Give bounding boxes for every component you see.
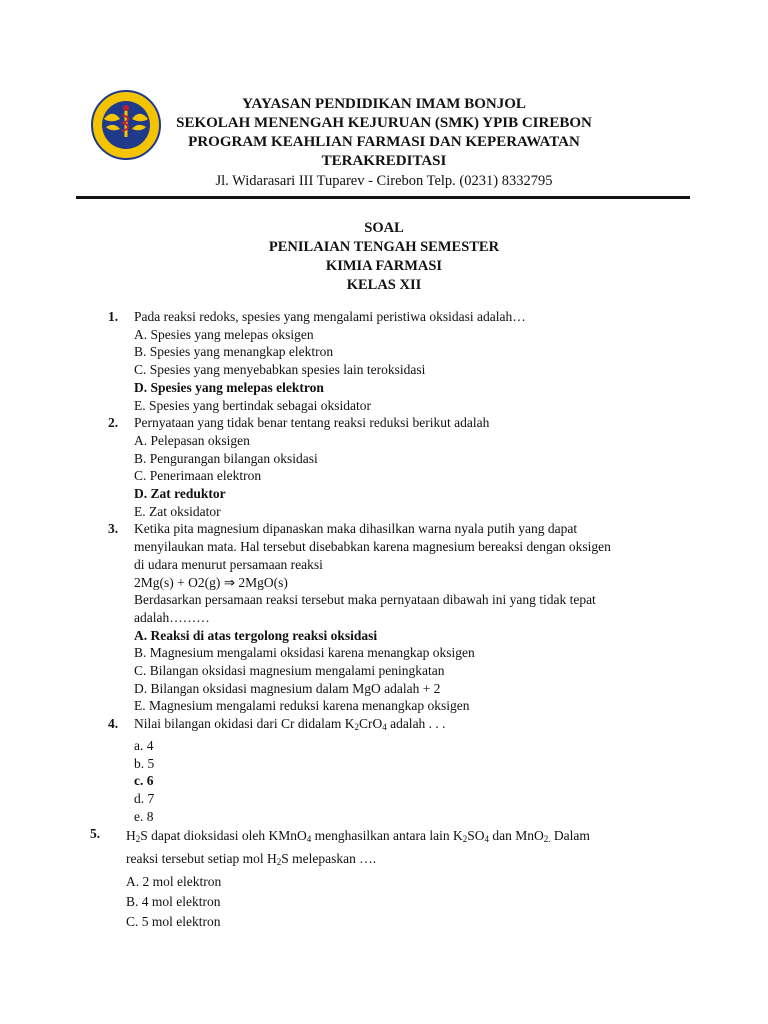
question-number: 3. bbox=[108, 521, 119, 537]
question-stem-line: Ketika pita magnesium dipanaskan maka dihasilkan warna nyala putih yang dapat bbox=[134, 521, 578, 537]
option-correct: D. Zat reduktor bbox=[134, 486, 226, 502]
accreditation: TERAKREDITASI bbox=[321, 153, 447, 169]
question-2 bbox=[108, 414, 688, 520]
stem-text: S melepaskan …. bbox=[281, 851, 377, 866]
title-line-2: PENILAIAN TENGAH SEMESTER bbox=[268, 239, 500, 255]
foundation-name: YAYASAN PENDIDIKAN IMAM BONJOL bbox=[242, 96, 526, 112]
stem-text: reaksi tersebut setiap mol H bbox=[126, 851, 277, 866]
option: E. Magnesium mengalami reduksi karena menangkap oksigen bbox=[134, 698, 470, 714]
question-stem: Pada reaksi redoks, spesies yang mengalami peristiwa oksidasi adalah… bbox=[134, 309, 526, 324]
school-name: SEKOLAH MENENGAH KEJURUAN (SMK) YPIB CIREBON bbox=[176, 115, 592, 131]
question-4 bbox=[108, 715, 688, 825]
stem-text: Nilai bilangan okidasi dari Cr didalam K bbox=[134, 716, 355, 732]
stem-text: H bbox=[126, 828, 136, 843]
question-list bbox=[108, 308, 688, 825]
option: A. Pelepasan oksigen bbox=[134, 432, 250, 448]
title-line-3: KIMIA FARMASI bbox=[325, 258, 443, 274]
exam-title bbox=[0, 219, 768, 295]
option: d. 7 bbox=[134, 790, 155, 806]
stem-text: adalah . . . bbox=[386, 716, 446, 732]
question-3 bbox=[108, 520, 688, 715]
question-stem bbox=[134, 715, 688, 737]
school-address: Jl. Widarasari III Tuparev - Cirebon Telp. (0231) 8332795 bbox=[215, 173, 553, 189]
option: B. Spesies yang menangkap elektron bbox=[134, 344, 334, 360]
question-stem-line: adalah……… bbox=[134, 609, 210, 625]
option: B. Pengurangan bilangan oksidasi bbox=[134, 450, 318, 466]
letterhead-divider bbox=[76, 196, 690, 199]
question-stem-line bbox=[126, 826, 690, 849]
question-1 bbox=[108, 308, 688, 414]
option: e. 8 bbox=[134, 808, 154, 824]
subscript: 2. bbox=[543, 834, 551, 844]
option: E. Zat oksidator bbox=[134, 503, 221, 519]
subscript: 4 bbox=[306, 834, 312, 844]
stem-text: SO bbox=[467, 828, 485, 843]
question-5 bbox=[90, 826, 690, 932]
question-number: 1. bbox=[108, 309, 119, 324]
option: A. Spesies yang melepas oksigen bbox=[134, 326, 314, 342]
option-correct: D. Spesies yang melepas elektron bbox=[134, 379, 324, 395]
stem-text: Dalam bbox=[550, 828, 590, 843]
program-name: PROGRAM KEAHLIAN FARMASI DAN KEPERAWATAN bbox=[188, 134, 580, 150]
option: D. Bilangan oksidasi magnesium dalam MgO adalah + 2 bbox=[134, 680, 441, 696]
subscript: 2 bbox=[135, 834, 141, 844]
question-stem-line bbox=[126, 849, 690, 872]
option: B. Magnesium mengalami oksidasi karena menangkap oksigen bbox=[134, 645, 475, 661]
question-stem: Pernyataan yang tidak benar tentang reaksi reduksi berikut adalah bbox=[134, 415, 490, 431]
subscript: 2 bbox=[276, 857, 282, 867]
question-stem-line: Berdasarkan persamaan reaksi tersebut maka pernyataan dibawah ini yang tidak tepat bbox=[134, 592, 596, 608]
title-line-1: SOAL bbox=[364, 220, 404, 236]
option-correct: c. 6 bbox=[134, 773, 154, 789]
option: E. Spesies yang bertindak sebagai oksidator bbox=[134, 397, 371, 413]
subscript: 2 bbox=[462, 834, 468, 844]
question-number: 5. bbox=[90, 826, 101, 841]
stem-text: CrO bbox=[358, 716, 383, 732]
subscript: 4 bbox=[382, 722, 387, 733]
question-stem-line: menyilaukan mata. Hal tersebut disebabkan karena magnesium bereaksi dengan oksigen bbox=[134, 539, 611, 555]
option: B. 4 mol elektron bbox=[126, 894, 221, 909]
stem-text: S dapat dioksidasi oleh KMnO bbox=[140, 828, 307, 843]
option: C. Spesies yang menyebabkan spesies lain teroksidasi bbox=[134, 362, 426, 378]
reaction-equation: 2Mg(s) + O2(g) ⇒ 2MgO(s) bbox=[134, 574, 288, 590]
question-stem-line: di udara menurut persamaan reaksi bbox=[134, 556, 323, 572]
option-correct: A. Reaksi di atas tergolong reaksi oksidasi bbox=[134, 627, 378, 643]
question-number: 4. bbox=[108, 716, 119, 732]
stem-text: dan MnO bbox=[488, 828, 544, 843]
option: C. Bilangan oksidasi magnesium mengalami peningkatan bbox=[134, 663, 445, 679]
stem-text: menghasilkan antara lain K bbox=[311, 828, 463, 843]
title-line-4: KELAS XII bbox=[346, 277, 422, 293]
option: C. Penerimaan elektron bbox=[134, 468, 262, 484]
option: a. 4 bbox=[134, 737, 154, 753]
question-number: 2. bbox=[108, 415, 119, 431]
option: A. 2 mol elektron bbox=[126, 874, 222, 889]
option: C. 5 mol elektron bbox=[126, 914, 221, 929]
option: b. 5 bbox=[134, 755, 155, 771]
subscript: 2 bbox=[354, 722, 359, 733]
letterhead bbox=[150, 95, 618, 191]
subscript: 4 bbox=[484, 834, 489, 844]
